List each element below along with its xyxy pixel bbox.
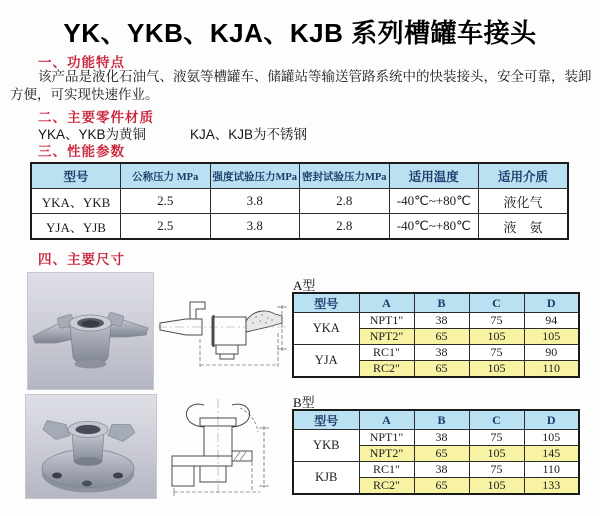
section-heading-materials: 二、主要零件材质 xyxy=(38,110,154,125)
perf-header-cell: 公称压力 MPa xyxy=(121,163,211,189)
perf-header-cell: 型号 xyxy=(31,163,121,189)
page-title: YK、YKB、KJA、KJB 系列槽罐车接头 xyxy=(63,18,537,48)
dim-cell: RC1" xyxy=(359,345,414,361)
dim-cell: RC1" xyxy=(359,462,414,478)
perf-header-cell: 强度试验压力MPa xyxy=(210,163,300,189)
perf-cell: 3.8 xyxy=(210,214,300,240)
performance-table xyxy=(30,162,569,240)
flanged-coupling-image xyxy=(26,395,156,498)
perf-cell: 2.8 xyxy=(300,214,390,240)
perf-cell: 3.8 xyxy=(210,189,300,214)
dim-cell: RC2" xyxy=(359,478,414,495)
dim-cell: 38 xyxy=(414,313,469,329)
dim-cell: 110 xyxy=(524,361,579,378)
dim-cell: 75 xyxy=(469,462,524,478)
dim-header-cell: 型号 xyxy=(293,410,359,430)
dim-cell: 110 xyxy=(524,462,579,478)
dimension-table-a xyxy=(292,292,580,378)
cross-section-b-image xyxy=(160,396,282,498)
dim-header-cell: D xyxy=(524,410,579,430)
dim-cell: 65 xyxy=(414,446,469,462)
material-brass: YKA、YKB为黄铜 xyxy=(38,127,147,142)
table-row xyxy=(293,462,579,478)
perf-header-cell: 适用温度 xyxy=(389,163,479,189)
dim-header-row xyxy=(293,410,579,430)
dimension-table-b xyxy=(292,409,580,495)
dim-model-cell: YKB xyxy=(293,430,359,462)
perf-cell: 2.5 xyxy=(121,189,211,214)
perf-cell: 2.5 xyxy=(121,214,211,240)
dim-header-cell: C xyxy=(469,293,524,313)
dim-header-cell: B xyxy=(414,410,469,430)
dim-header-cell: B xyxy=(414,293,469,313)
dim-cell: 133 xyxy=(524,478,579,495)
dim-header-cell: D xyxy=(524,293,579,313)
perf-cell: YJA、YJB xyxy=(31,214,121,240)
perf-cell: -40℃~+80℃ xyxy=(389,189,479,214)
dim-model-cell: YKA xyxy=(293,313,359,345)
dim-cell: 94 xyxy=(524,313,579,329)
features-paragraph: 该产品是液化石油气、液氨等槽罐车、储罐站等输送管路系统中的快装接头，安全可靠，装卸方便，可实现快速作业。 xyxy=(10,69,592,102)
dim-cell: NPT2" xyxy=(359,446,414,462)
dim-header-cell: C xyxy=(469,410,524,430)
dim-cell: 75 xyxy=(469,313,524,329)
dim-header-cell: 型号 xyxy=(293,293,359,313)
table-row xyxy=(293,313,579,329)
section-heading-dimensions: 四、主要尺寸 xyxy=(38,252,125,267)
dim-cell: 65 xyxy=(414,361,469,378)
dim-table-a-label: A型 xyxy=(293,278,316,293)
dim-cell: 145 xyxy=(524,446,579,462)
perf-cell: YKA、YKB xyxy=(31,189,121,214)
dim-cell: 105 xyxy=(469,478,524,495)
dim-cell: 90 xyxy=(524,345,579,361)
table-row xyxy=(293,345,579,361)
dim-cell: 75 xyxy=(469,345,524,361)
dim-header-cell: A xyxy=(359,293,414,313)
table-row xyxy=(31,214,568,240)
dim-cell: 105 xyxy=(469,446,524,462)
dim-cell: NPT2" xyxy=(359,329,414,345)
section-heading-performance: 三、性能参数 xyxy=(38,144,125,159)
dim-model-cell: KJB xyxy=(293,462,359,495)
perf-header-cell: 适用介质 xyxy=(479,163,569,189)
dim-cell: 105 xyxy=(469,361,524,378)
perf-cell: -40℃~+80℃ xyxy=(389,214,479,240)
cam-lock-coupling-image xyxy=(28,273,153,389)
section-drawing-type-a xyxy=(156,287,290,375)
dim-cell: 105 xyxy=(524,430,579,446)
dim-table-b-label: B型 xyxy=(293,395,315,410)
dim-cell: 38 xyxy=(414,345,469,361)
dim-header-cell: A xyxy=(359,410,414,430)
dim-cell: 105 xyxy=(469,329,524,345)
dim-cell: NPT1" xyxy=(359,313,414,329)
product-photo-type-a xyxy=(27,272,154,390)
dim-header-row xyxy=(293,293,579,313)
table-row xyxy=(293,430,579,446)
dim-cell: RC2" xyxy=(359,361,414,378)
dim-cell: 105 xyxy=(524,329,579,345)
dim-cell: NPT1" xyxy=(359,430,414,446)
dim-cell: 75 xyxy=(469,430,524,446)
dim-cell: 38 xyxy=(414,462,469,478)
perf-header-row xyxy=(31,163,568,189)
table-row xyxy=(31,189,568,214)
perf-header-cell: 密封试验压力MPa xyxy=(300,163,390,189)
perf-cell: 液化气 xyxy=(479,189,569,214)
dim-model-cell: YJA xyxy=(293,345,359,378)
dim-cell: 65 xyxy=(414,478,469,495)
dim-cell: 38 xyxy=(414,430,469,446)
perf-cell: 液 氨 xyxy=(479,214,569,240)
dim-cell: 65 xyxy=(414,329,469,345)
section-heading-features: 一、功能特点 xyxy=(38,55,125,70)
cross-section-a-image xyxy=(156,287,290,375)
product-photo-type-b xyxy=(25,394,157,499)
perf-cell: 2.8 xyxy=(300,189,390,214)
section-drawing-type-b xyxy=(160,396,282,498)
material-stainless: KJA、KJB为不锈钢 xyxy=(190,127,308,142)
